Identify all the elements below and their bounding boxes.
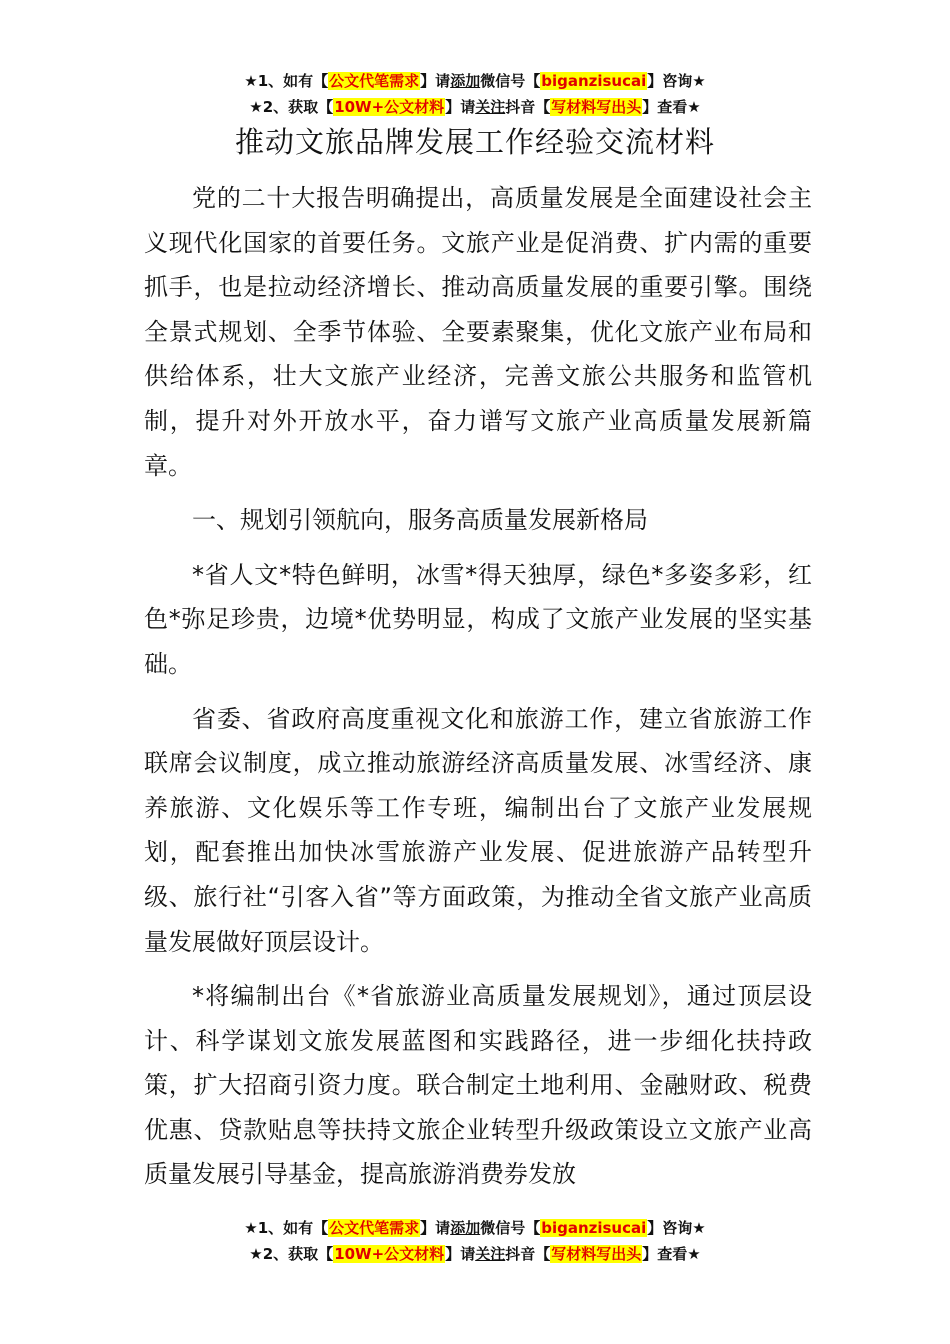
banner-highlight: 10W+公文材料 [334, 98, 445, 116]
banner-line-2 [0, 1241, 950, 1267]
banner-text: 】查看★ [642, 1245, 701, 1263]
banner-highlight: 10W+公文材料 [334, 1245, 445, 1263]
header-banner [0, 68, 950, 120]
footer-banner [0, 1215, 950, 1267]
document-title: 推动文旅品牌发展工作经验交流材料 [234, 125, 715, 159]
banner-line-1 [0, 68, 950, 94]
banner-underlined-text: 添加 [450, 72, 481, 90]
banner-text: 抖音【 [505, 1245, 551, 1263]
banner-text: ★2、获取【 [249, 1245, 334, 1263]
paragraph: *将编制出台《*省旅游业高质量发展规划》，通过顶层设计、科学谋划文旅发展蓝图和实践路径，进一步细化扶持政策，扩大招商引资力度。联合制定土地利用、金融财政、税费优惠、贷款贴息等扶持文旅企业转型升级政策设立文旅产业高质量发展引导基金，提高旅游消费券发放 [144, 982, 812, 1189]
banner-highlight: biganzisucai [541, 72, 647, 90]
banner-text: 微信号【 [480, 1219, 541, 1237]
banner-text: 】请 [420, 1219, 451, 1237]
banner-highlight: 写材料写出头 [551, 98, 642, 116]
banner-underlined-text: 关注 [475, 1245, 506, 1263]
banner-highlight: 公文代笔需求 [329, 1219, 420, 1237]
section-heading: 一、规划引领航向，服务高质量发展新格局 [192, 506, 648, 535]
document-body [144, 176, 812, 1207]
banner-underlined-text: 添加 [450, 1219, 481, 1237]
banner-text: ★1、如有【 [244, 72, 329, 90]
banner-line-1 [0, 1215, 950, 1241]
banner-text: 微信号【 [480, 72, 541, 90]
banner-text: 抖音【 [505, 98, 551, 116]
paragraph: 党的二十大报告明确提出，高质量发展是全面建设社会主义现代化国家的首要任务。文旅产业是促消费、扩内需的重要抓手，也是拉动经济增长、推动高质量发展的重要引擎。围绕全景式规划、全季节体验、全要素聚集，优化文旅产业布局和供给体系，壮大文旅产业经济，完善文旅公共服务和监管机制，提升对外开放水平，奋力谱写文旅产业高质量发展新篇章。 [144, 184, 812, 480]
banner-highlight: biganzisucai [541, 1219, 647, 1237]
banner-text: 】查看★ [642, 98, 701, 116]
banner-highlight: 写材料写出头 [551, 1245, 642, 1263]
banner-text: 】咨询★ [647, 1219, 706, 1237]
paragraph: 省委、省政府高度重视文化和旅游工作，建立省旅游工作联席会议制度，成立推动旅游经济高质量发展、冰雪经济、康养旅游、文化娱乐等工作专班，编制出台了文旅产业发展规划，配套推出加快冰雪旅游产业发展、促进旅游产品转型升级、旅行社“引客入省”等方面政策，为推动全省文旅产业高质量发展做好顶层设计。 [144, 704, 812, 956]
banner-text: 】请 [445, 1245, 476, 1263]
banner-underlined-text: 关注 [475, 98, 506, 116]
banner-text: 】咨询★ [647, 72, 706, 90]
banner-text: ★1、如有【 [244, 1219, 329, 1237]
paragraph: *省人文*特色鲜明，冰雪*得天独厚，绿色*多姿多彩，红色*弥足珍贵，边境*优势明显，构成了文旅产业发展的坚实基础。 [144, 560, 812, 678]
banner-text: ★2、获取【 [249, 98, 334, 116]
banner-line-2 [0, 94, 950, 120]
banner-text: 】请 [420, 72, 451, 90]
banner-text: 】请 [445, 98, 476, 116]
banner-highlight: 公文代笔需求 [329, 72, 420, 90]
